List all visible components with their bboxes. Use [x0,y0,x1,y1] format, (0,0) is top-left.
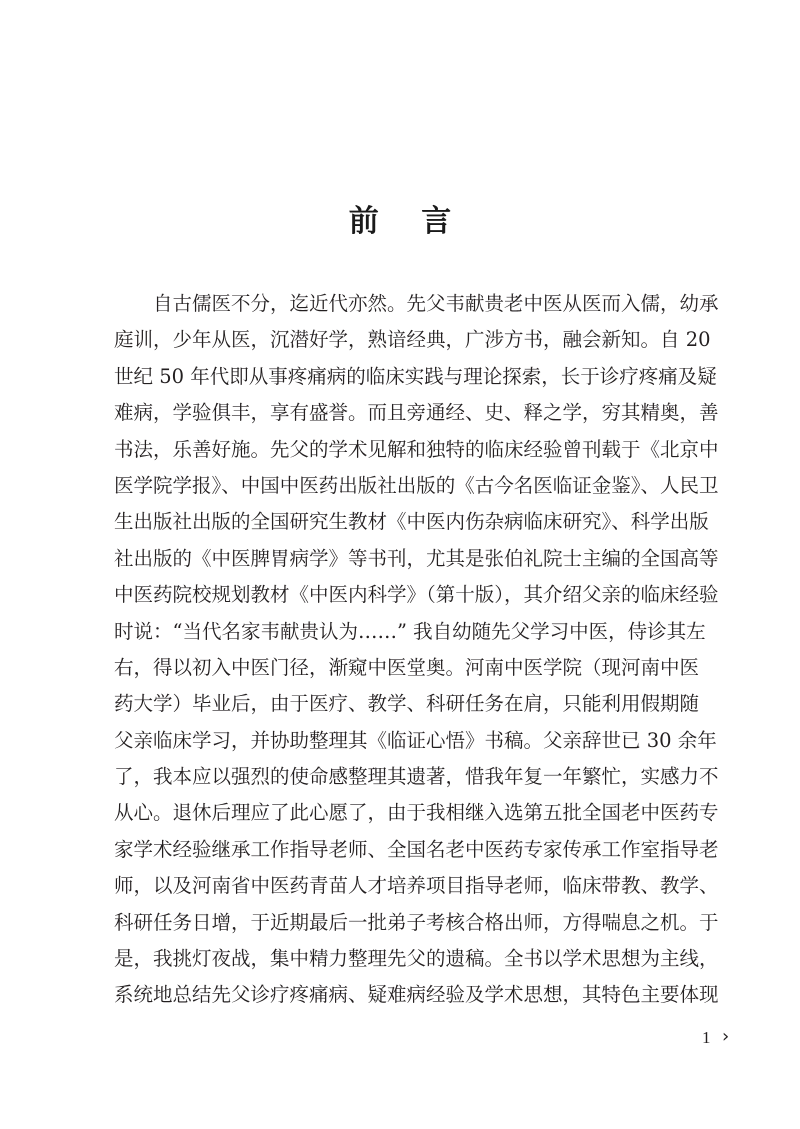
text-line: 医学院学报》、中国中医药出版社出版的《古今名医临证金鉴》、人民卫 [114,473,719,497]
preface-body [114,286,719,1014]
text-line: 师，以及河南省中医药青苗人才培养项目指导老师，临床带教、教学、 [114,874,719,898]
text-line: 难病，学验俱丰，享有盛誉。而且旁通经、史、释之学，穷其精奥，善 [114,401,719,425]
text-line: 是，我挑灯夜战，集中精力整理先父的遗稿。全书以学术思想为主线， [114,947,719,971]
text-line: 父亲临床学习，并协助整理其《临证心悟》书稿。父亲辞世已 30 余年 [114,728,717,752]
text-line: 了，我本应以强烈的使命感整理其遗著，惜我年复一年繁忙，实感力不 [114,765,719,789]
chevron-right-icon: › [722,1026,730,1047]
text-line: 自古儒医不分，迄近代亦然。先父韦献贵老中医从医而入儒，幼承 [153,292,719,315]
text-line: 药大学）毕业后，由于医疗、教学、科研任务在肩，只能利用假期随 [114,692,700,716]
text-line: 世纪 50 年代即从事疼痛病的临床实践与理论探索，长于诊疗疼痛及疑 [114,364,717,388]
text-line: 系统地总结先父诊疗疼痛病、疑难病经验及学术思想，其特色主要体现 [114,983,719,1007]
page-number: 1 [702,1028,711,1047]
text-line: 生出版社出版的全国研究生教材《中医内伤杂病临床研究》、科学出版 [114,510,709,534]
text-line: 中医药院校规划教材《中医内科学》（第十版），其介绍父亲的临床经验 [114,583,719,607]
text-line: 科研任务日增，于近期最后一批弟子考核合格出师，方得喘息之机。于 [114,910,719,934]
text-line: 时说：“当代名家韦献贵认为……” 我自幼随先父学习中医，侍诊其左 [114,619,706,643]
text-line: 家学术经验继承工作指导老师、全国名老中医药专家传承工作室指导老 [114,837,719,861]
page-title: 前 言 [348,204,468,239]
text-line: 从心。退休后理应了此心愿了，由于我相继入选第五批全国老中医药专 [114,801,719,825]
text-line: 社出版的《中医脾胃病学》等书刊，尤其是张伯礼院士主编的全国高等 [114,546,719,570]
text-line: 庭训，少年从医，沉潜好学，熟谙经典，广涉方书，融会新知。自 20 [114,328,711,352]
text-line: 书法，乐善好施。先父的学术见解和独特的临床经验曾刊载于《北京中 [114,437,719,461]
text-line: 右，得以初入中医门径，渐窥中医堂奥。河南中医学院（现河南中医 [114,655,700,679]
